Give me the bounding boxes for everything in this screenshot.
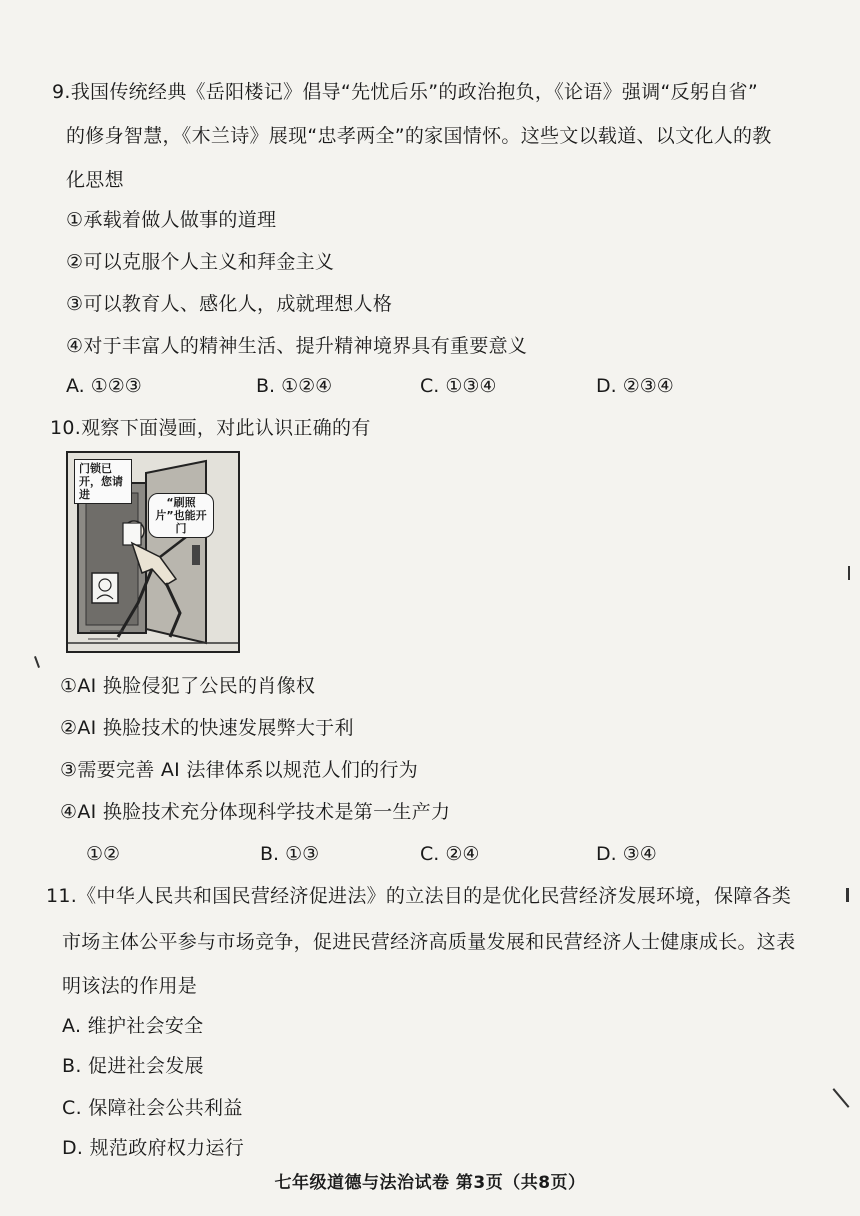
- q10-statement-4: ④AI 换脸技术充分体现科学技术是第一生产力: [60, 801, 451, 823]
- scan-mark: [848, 566, 850, 580]
- q11-stem-line-1: 11.《中华人民共和国民营经济促进法》的立法目的是优化民营经济发展环境，保障各类: [46, 885, 792, 907]
- scan-mark: [833, 1088, 850, 1108]
- page-footer: 七年级道德与法治试卷 第3页（共8页）: [274, 1173, 586, 1193]
- q11-stem-line-3: 明该法的作用是: [62, 975, 198, 997]
- q11-option-a: A. 维护社会安全: [62, 1015, 204, 1037]
- q10-statement-3: ③需要完善 AI 法律体系以规范人们的行为: [60, 759, 419, 781]
- q9-options: [0, 374, 860, 398]
- q10-option-b: B. ①③: [260, 843, 320, 865]
- q11-option-b: B. 促进社会发展: [62, 1055, 204, 1077]
- q9-stem-line-2: 的修身智慧，《木兰诗》展现“忠孝两全”的家国情怀。这些文以载道、以文化人的教: [66, 125, 772, 147]
- cartoon-speech-bubble: “刷照片”也能开门: [148, 493, 214, 538]
- scan-mark: [34, 656, 40, 668]
- q10-option-a: ①②: [86, 843, 121, 865]
- q9-statement-3: ③可以教育人、感化人，成就理想人格: [66, 293, 393, 315]
- q10-option-c: C. ②④: [420, 843, 480, 865]
- cartoon-door-sign: 门锁已开，您请进: [74, 459, 132, 504]
- q10-options: [0, 842, 860, 866]
- q9-statement-4: ④对于丰富人的精神生活、提升精神境界具有重要意义: [66, 335, 528, 357]
- q9-option-a: A. ①②③: [66, 375, 142, 397]
- q11-option-c: C. 保障社会公共利益: [62, 1097, 243, 1119]
- q9-statement-2: ②可以克服个人主义和拜金主义: [66, 251, 335, 273]
- q9-option-b: B. ①②④: [256, 375, 333, 397]
- q9-option-c: C. ①③④: [420, 375, 497, 397]
- q9-statement-1: ①承载着做人做事的道理: [66, 209, 277, 231]
- q10-statement-1: ①AI 换脸侵犯了公民的肖像权: [60, 675, 316, 697]
- q9-stem-line-1: 9.我国传统经典《岳阳楼记》倡导“先忧后乐”的政治抱负，《论语》强调“反躬自省”: [52, 81, 759, 103]
- q10-option-d: D. ③④: [596, 843, 657, 865]
- q10-statement-2: ②AI 换脸技术的快速发展弊大于利: [60, 717, 354, 739]
- q11-option-d: D. 规范政府权力运行: [62, 1137, 245, 1159]
- q11-stem-line-2: 市场主体公平参与市场竞争，促进民营经济高质量发展和民营经济人士健康成长。这表: [62, 931, 796, 953]
- q9-option-d: D. ②③④: [596, 375, 674, 397]
- scan-mark: [846, 888, 849, 902]
- cartoon-ai-face-swap: [66, 451, 240, 653]
- q9-stem-line-3: 化思想: [66, 169, 124, 191]
- q10-stem: 10.观察下面漫画，对此认识正确的有: [50, 417, 371, 439]
